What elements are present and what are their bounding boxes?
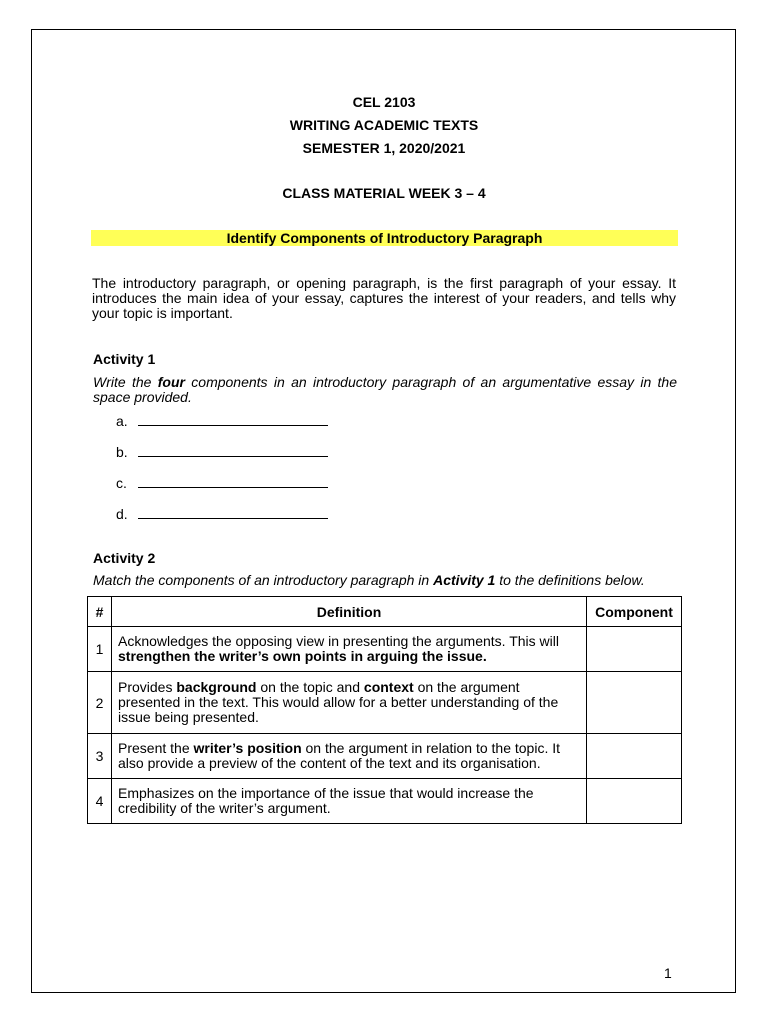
intro-paragraph: The introductory paragraph, or opening paragraph, is the first paragraph of your essay. It introduces the main idea of your essay, captures the interest of your readers, and tells why your topic is important. (92, 275, 676, 321)
row-definition: Provides background on the topic and context on the argument presented in the text. This would allow for a better understanding of the issue being presented. (112, 672, 587, 734)
row-number: 2 (88, 672, 112, 734)
activity1-instruction: Write the four components in an introductory paragraph of an argumentative essay in the space provided. (93, 374, 677, 405)
header-definition: Definition (112, 597, 587, 627)
section-banner: Identify Components of Introductory Paragraph (91, 230, 678, 246)
blank-line (138, 506, 328, 519)
blank-line (138, 475, 328, 488)
activity2-instruction: Match the components of an introductory paragraph in Activity 1 to the definitions below. (93, 572, 645, 588)
blank-line (138, 444, 328, 457)
component-answer-cell[interactable] (587, 627, 682, 672)
page-number: 1 (664, 965, 672, 981)
table-row (88, 779, 682, 824)
component-answer-cell[interactable] (587, 672, 682, 734)
row-definition: Acknowledges the opposing view in presenting the arguments. This will strengthen the writer’s own points in arguing the issue. (112, 627, 587, 672)
answer-blank-b[interactable] (116, 444, 328, 460)
blank-label: a. (116, 413, 128, 429)
table-row (88, 627, 682, 672)
blank-label: b. (116, 444, 128, 460)
matching-table (87, 596, 682, 824)
table-row (88, 734, 682, 779)
answer-blank-d[interactable] (116, 506, 328, 522)
course-code: CEL 2103 (352, 94, 416, 110)
answer-blank-a[interactable] (116, 413, 328, 429)
answer-blank-c[interactable] (116, 475, 328, 491)
course-title: WRITING ACADEMIC TEXTS (289, 117, 479, 133)
row-number: 3 (88, 734, 112, 779)
activity2-heading: Activity 2 (93, 550, 156, 566)
row-definition: Emphasizes on the importance of the issue that would increase the credibility of the writer’s argument. (112, 779, 587, 824)
row-number: 4 (88, 779, 112, 824)
table-row (88, 672, 682, 734)
header-number: # (88, 597, 112, 627)
blank-label: d. (116, 506, 128, 522)
semester: SEMESTER 1, 2020/2021 (302, 140, 466, 156)
class-material-title: CLASS MATERIAL WEEK 3 – 4 (282, 185, 486, 201)
table-header-row (88, 597, 682, 627)
component-answer-cell[interactable] (587, 779, 682, 824)
component-answer-cell[interactable] (587, 734, 682, 779)
blank-label: c. (116, 475, 127, 491)
row-number: 1 (88, 627, 112, 672)
activity1-heading: Activity 1 (93, 351, 156, 367)
row-definition: Present the writer’s position on the argument in relation to the topic. It also provide a preview of the content of the text and its organisation. (112, 734, 587, 779)
header-component: Component (587, 597, 682, 627)
blank-line (138, 413, 328, 426)
